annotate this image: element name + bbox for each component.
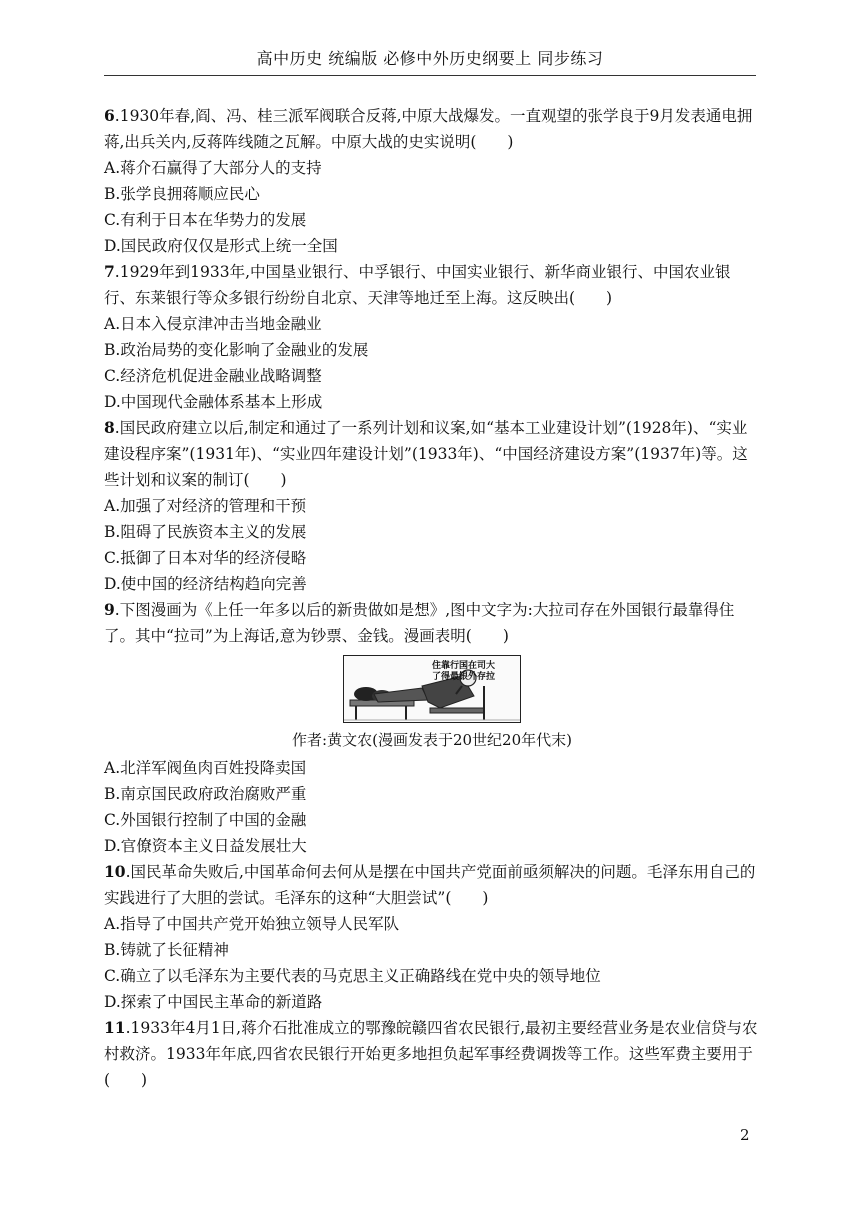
- cartoon-figure: [104, 655, 760, 723]
- question-stem: .国民政府建立以后,制定和通过了一系列计划和议案,如“基本工业建设计划”(1928年)、“实业建设程序案”(1931年)、“实业四年建设计划”(1933年)、“中国经济建设方案”(1937年)等。这些计划和议案的制订( ): [104, 419, 748, 489]
- option-d: D.国民政府仅仅是形式上统一全国: [104, 237, 338, 255]
- cartoon-text-line: 了得最银外存拉: [432, 672, 496, 682]
- question-10: [104, 859, 760, 911]
- question-7: [104, 259, 760, 311]
- option-d: D.探索了中国民主革命的新道路: [104, 993, 323, 1011]
- option-b: B.阻碍了民族资本主义的发展: [104, 523, 307, 541]
- option-d: D.官僚资本主义日益发展壮大: [104, 837, 307, 855]
- option-a: A.指导了中国共产党开始独立领导人民军队: [104, 915, 400, 933]
- question-stem: .下图漫画为《上任一年多以后的新贵做如是想》,图中文字为:大拉司存在外国银行最靠得住了。其中“拉司”为上海话,意为钞票、金钱。漫画表明( ): [104, 601, 735, 645]
- page-header: 高中历史 统编版 必修中外历史纲要上 同步练习: [256, 49, 604, 68]
- question-6: [104, 103, 760, 155]
- question-stem: .1930年春,阎、冯、桂三派军阀联合反蒋,中原大战爆发。一直观望的张学良于9月发表通电拥蒋,出兵关内,反蒋阵线随之瓦解。中原大战的史实说明( ): [104, 107, 753, 151]
- option-c: C.有利于日本在华势力的发展: [104, 211, 307, 229]
- option-c: C.确立了以毛泽东为主要代表的马克思主义正确路线在党中央的领导地位: [104, 967, 601, 985]
- question-number: 9: [104, 600, 115, 619]
- option-b: B.张学良拥蒋顺应民心: [104, 185, 260, 203]
- option-d: D.使中国的经济结构趋向完善: [104, 575, 307, 593]
- header-rule: [104, 75, 756, 76]
- option-b: B.政治局势的变化影响了金融业的发展: [104, 341, 369, 359]
- option-b: B.南京国民政府政治腐败严重: [104, 785, 307, 803]
- option-b: B.铸就了长征精神: [104, 941, 229, 959]
- option-a: A.北洋军阀鱼肉百姓投降卖国: [104, 759, 307, 777]
- question-number: 10: [104, 862, 126, 881]
- question-11: [104, 1015, 760, 1093]
- cartoon-caption-text: [432, 661, 495, 683]
- question-stem: .国民革命失败后,中国革命何去何从是摆在中国共产党面前亟须解决的问题。毛泽东用自己的实践进行了大胆的尝试。毛泽东的这种“大胆尝试”( ): [104, 863, 756, 907]
- cartoon-image: [343, 655, 521, 723]
- question-9: [104, 597, 760, 649]
- option-a: A.日本入侵京津冲击当地金融业: [104, 315, 322, 333]
- option-a: A.蒋介石赢得了大部分人的支持: [104, 159, 322, 177]
- question-number: 8: [104, 418, 115, 437]
- question-stem: .1929年到1933年,中国垦业银行、中孚银行、中国实业银行、新华商业银行、中国农业银行、东莱银行等众多银行纷纷自北京、天津等地迁至上海。这反映出( ): [104, 263, 731, 307]
- option-a: A.加强了对经济的管理和干预: [104, 497, 307, 515]
- cartoon-text-line: 住靠行国在司大: [432, 661, 496, 671]
- option-c: C.外国银行控制了中国的金融: [104, 811, 307, 829]
- question-content: [104, 103, 760, 1093]
- option-c: C.抵御了日本对华的经济侵略: [104, 549, 307, 567]
- option-d: D.中国现代金融体系基本上形成: [104, 393, 323, 411]
- question-number: 7: [104, 262, 115, 281]
- question-number: 6: [104, 106, 115, 125]
- page-number: 2: [740, 1126, 750, 1144]
- question-8: [104, 415, 760, 493]
- question-stem: .1933年4月1日,蒋介石批准成立的鄂豫皖赣四省农民银行,最初主要经营业务是农业信贷与农村救济。1933年年底,四省农民银行开始更多地担负起军事经费调拨等工作。这些军费主要用于( ): [104, 1019, 758, 1089]
- figure-caption: 作者:黄文农(漫画发表于20世纪20年代末): [292, 731, 572, 749]
- option-c: C.经济危机促进金融业战略调整: [104, 367, 322, 385]
- question-number: 11: [104, 1018, 126, 1037]
